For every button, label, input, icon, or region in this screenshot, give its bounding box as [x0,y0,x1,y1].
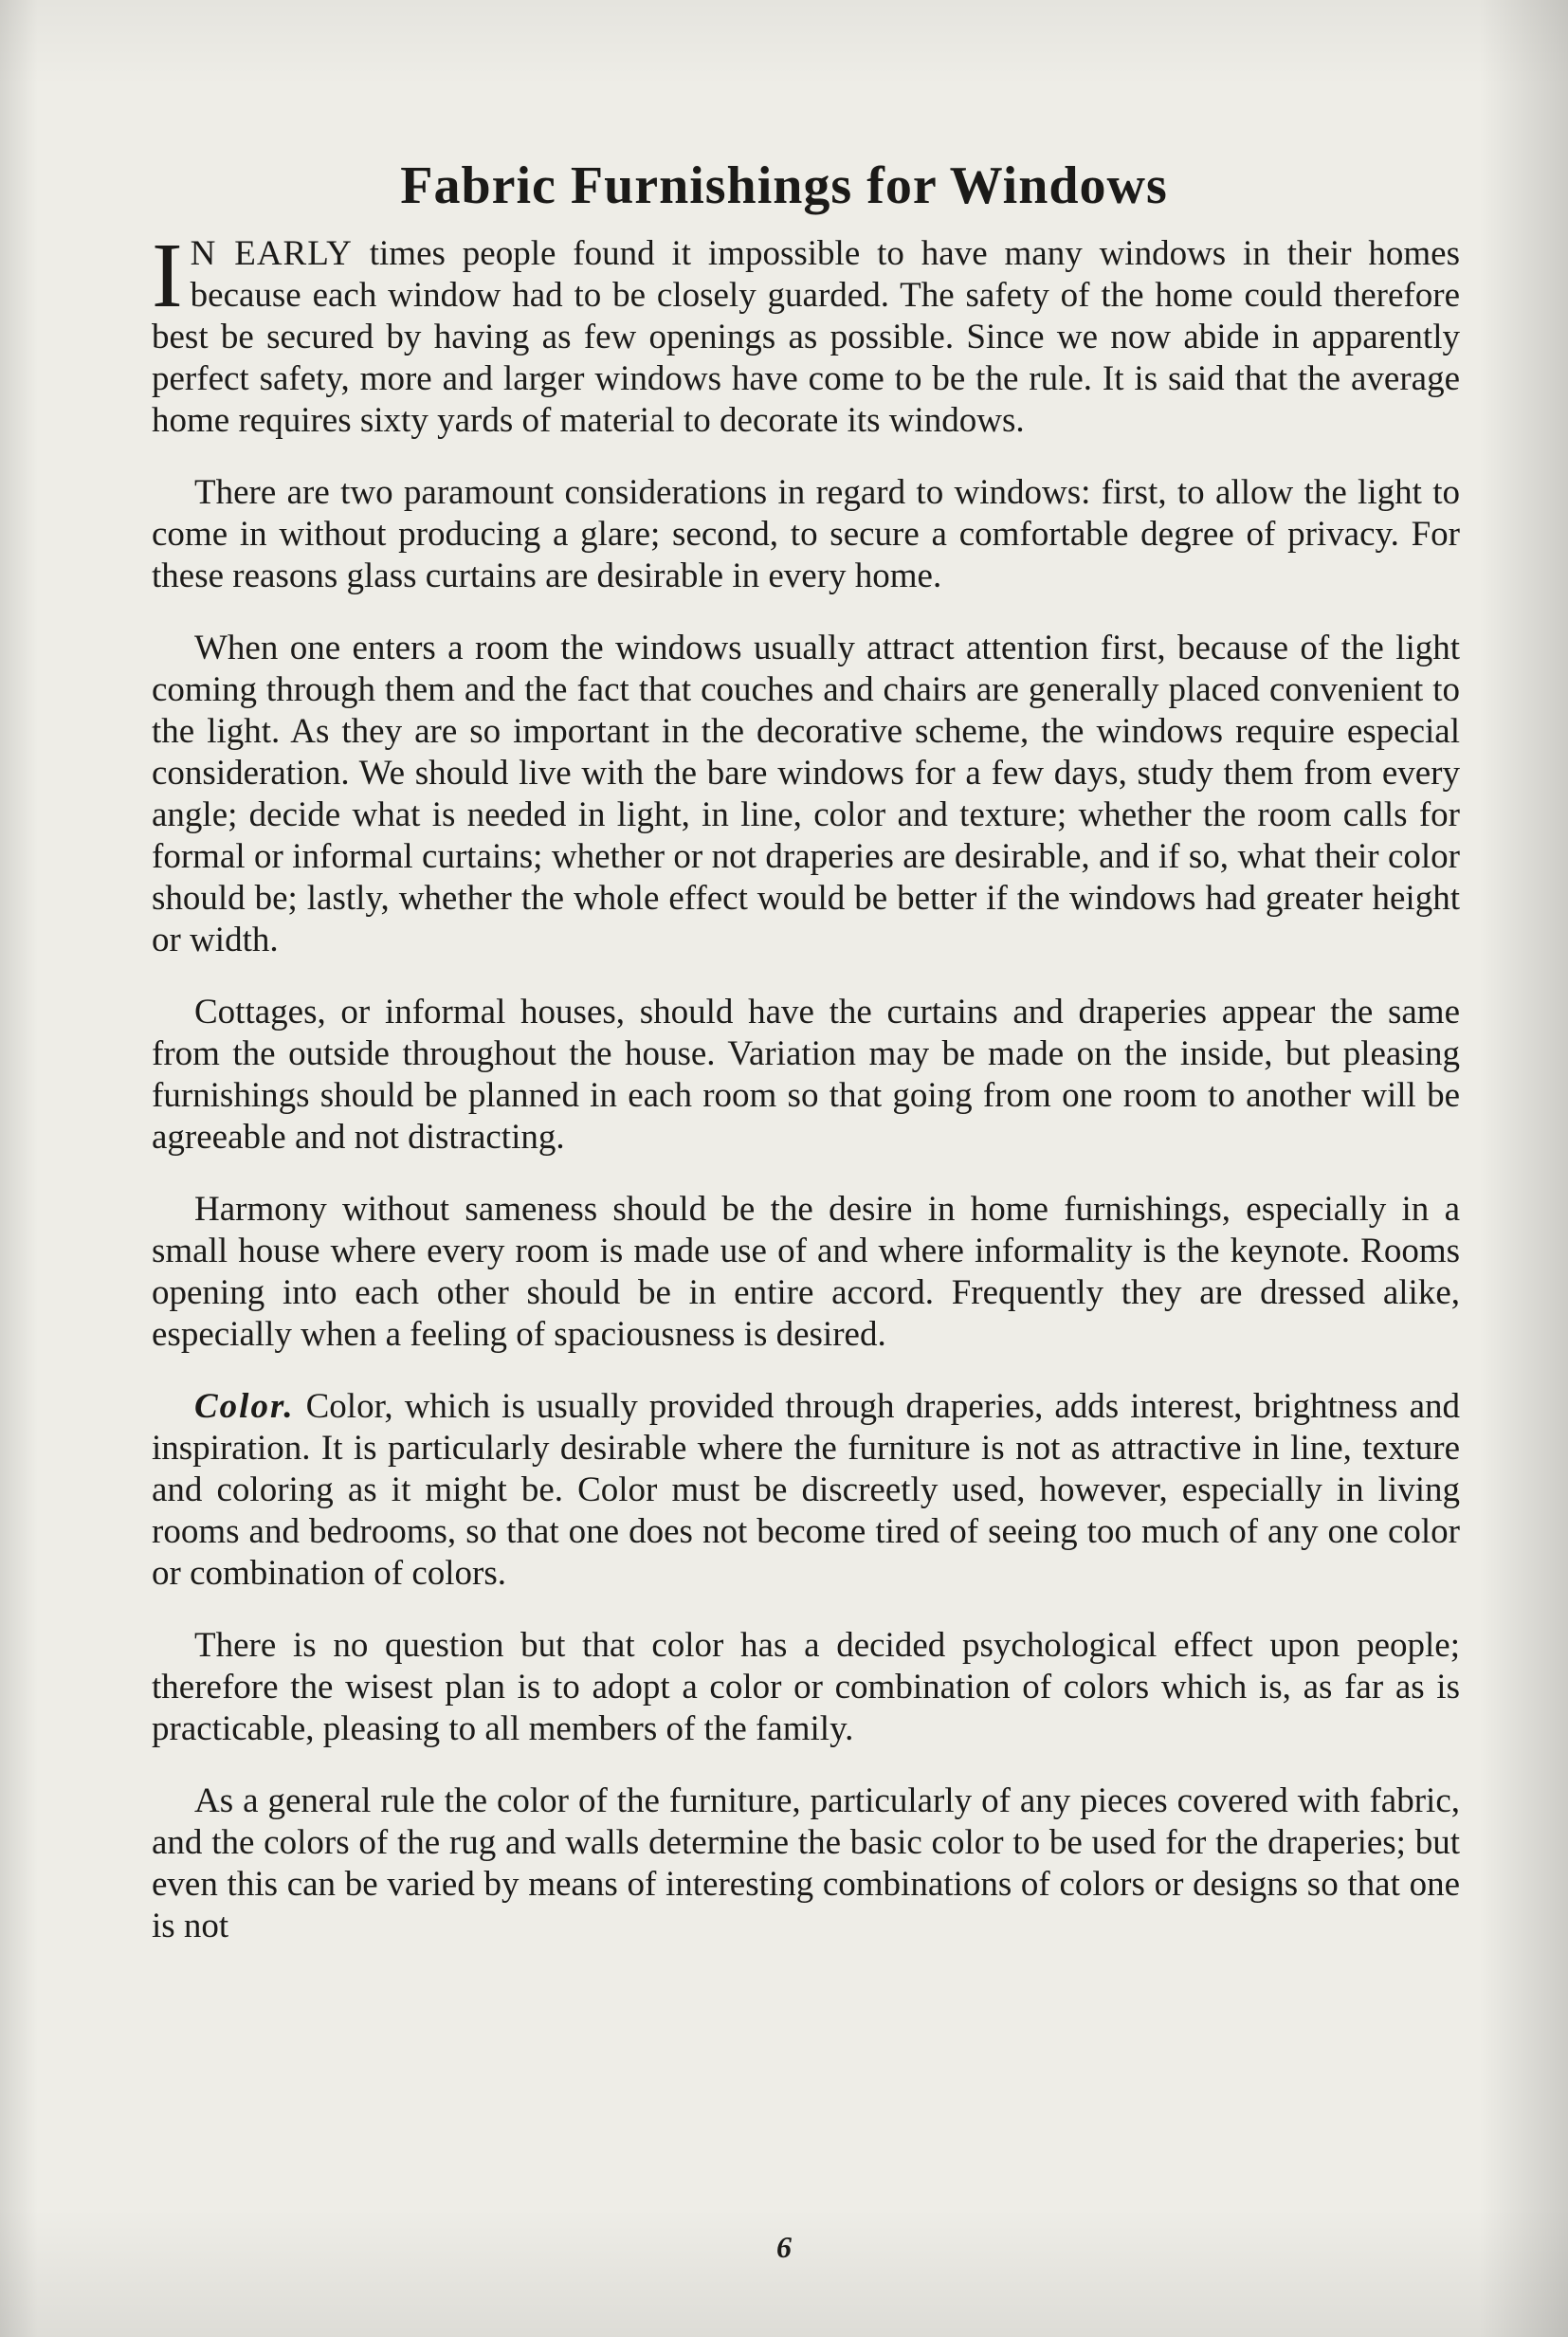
drop-cap: I [152,225,183,327]
paragraph-8: As a general rule the color of the furniture, particularly of any pieces covered with fabric, and the colors of the rug and walls determine the basic color to be used for the draperies; but even this can be varied by means of interesting combinations of colors or designs so that one is not [152,1781,1460,1945]
paragraph-2: There are two paramount considerations in regard to windows: first, to allow the light to come in without producing a glare; second, to secure a comfortable degree of privacy. For these reasons glass curtains are desirable in every home. [152,473,1460,595]
paragraph-1 [152,225,1460,442]
paragraph-6-text: Color, which is usually provided through draperies, adds interest, brightness and inspiration. It is particularly desirable where the furniture is not as attractive in line, texture and coloring as it might be. Color must be discreetly used, however, especially in living rooms and bedrooms, so that one does not become tired of seeing too much of any one color or combination of colors. [152,1387,1460,1593]
page-number: 6 [776,2230,792,2264]
body-text [152,225,1460,1978]
paragraph-3: When one enters a room the windows usually attract attention first, because of the light coming through them and the fact that couches and chairs are generally placed convenient to the light. As they are so important in the decorative scheme, the windows require especial consideration. We should live with the bare windows for a few days, study them from every angle; decide what is needed in light, in line, color and texture; whether the room calls for formal or informal curtains; whether or not draperies are desirable, and if so, what their color should be; lastly, whether the whole effect would be better if the windows had greater height or width. [152,629,1460,959]
paragraph-6 [152,1386,1460,1595]
page-title: Fabric Furnishings for Windows [400,156,1168,215]
paragraph-7: There is no question but that color has a decided psychological effect upon people; therefore the wisest plan is to adopt a color or combination of colors which is, as far as is practicable, pleasing to all members of the family. [152,1626,1460,1748]
lead-in-caps: N EARLY [190,234,353,273]
run-in-heading-color: Color. [194,1387,295,1426]
paragraph-4: Cottages, or informal houses, should have the curtains and draperies appear the same from the outside throughout the house. Variation may be made on the inside, but pleasing furnishings should be planned in each room so that going from one room to another will be agreeable and not distracting. [152,993,1460,1157]
paragraph-1-text: times people found it impossible to have many windows in their homes because each window had to be closely guarded. The safety of the home could therefore best be secured by having as few openings as possible. Since we now abide in apparently perfect safety, more and larger windows have come to be the rule. It is said that the average home requires sixty yards of material to decorate its windows. [152,234,1460,440]
paragraph-5: Harmony without sameness should be the desire in home furnishings, especially in a small house where every room is made use of and where informality is the keynote. Rooms opening into each other should be in entire accord. Frequently they are dressed alike, especially when a feeling of spaciousness is desired. [152,1190,1460,1354]
